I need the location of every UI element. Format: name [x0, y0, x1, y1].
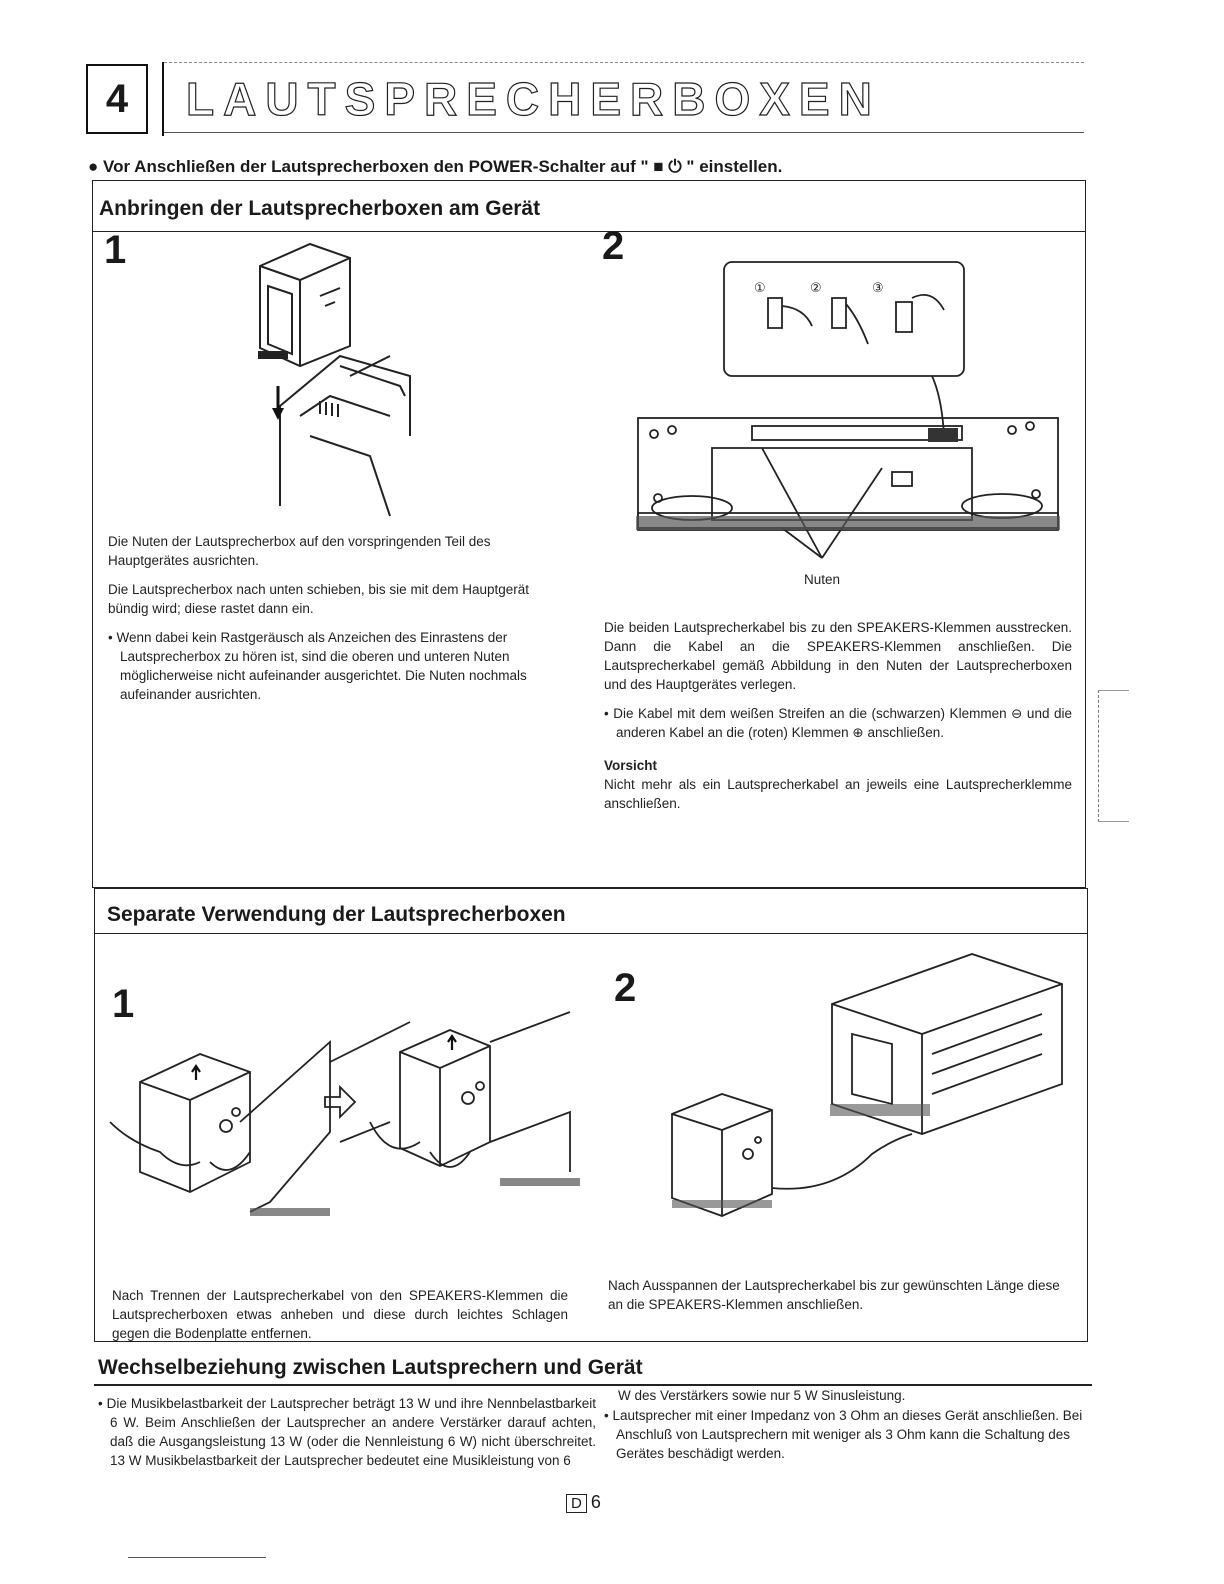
- figure-label-nuten: Nuten: [804, 572, 841, 587]
- rear-terminals-illustration: [632, 258, 1072, 578]
- step1-text: [108, 532, 540, 714]
- step-number-1-separate: 1: [112, 982, 135, 1026]
- separate-step2-text: Nach Ausspannen der Lautsprecherkabel bis zur gewünschten Länge diese an die SPEAKERS-Klemmen anschließen.: [608, 1278, 1060, 1312]
- speaker-removal-illustration: [100, 1002, 590, 1232]
- step2-paragraph: Die beiden Lautsprecherkabel bis zu den SPEAKERS-Klemmen ausstrecken. Dann die Kabel an die SPEAKERS-Klemmen anschließen. Die Lautsprecherkabel gemäß Abbildung in den Nuten der Lautsprecherboxen und des Hauptgerätes verlegen.: [604, 620, 1072, 692]
- step1-paragraph-1: Die Nuten der Lautsprecherbox auf den vorspringenden Teil des Hauptgerätes ausrichten.: [108, 534, 491, 568]
- edge-index-tab: [1098, 690, 1129, 822]
- callout-2: ②: [810, 280, 822, 295]
- relationship-right-bullet: • Lautsprecher mit einer Impedanz von 3 Ohm an dieses Gerät anschließen. Bei Anschluß von Lautsprechern mit weniger als 3 Ohm kann die Schaltung des Gerätes beschädigt werden.: [604, 1408, 1083, 1461]
- step2-text: [604, 618, 1072, 823]
- page-number: [566, 1492, 601, 1513]
- callout-1: ①: [754, 280, 766, 295]
- callout-3: ③: [872, 280, 884, 295]
- speaker-mounting-illustration: [240, 236, 440, 526]
- intro-bullet: ● Vor Anschließen der Lautsprecherboxen den POWER-Schalter auf " ■ ⏻ " einstellen.: [88, 157, 783, 176]
- chapter-number: 4: [86, 64, 148, 134]
- chapter-rule-bottom: [164, 132, 1084, 133]
- step2-bullet: • Die Kabel mit dem weißen Streifen an die (schwarzen) Klemmen ⊖ und die anderen Kabel an die (roten) Klemmen ⊕ anschließen.: [604, 706, 1072, 740]
- separate-step1-text: Nach Trennen der Lautsprecherkabel von den SPEAKERS-Klemmen die Lautsprecherboxen etwas anheben und diese durch leichtes Schlagen gegen die Bodenplatte entfernen.: [112, 1288, 568, 1341]
- section-title-separate: Separate Verwendung der Lautsprecherboxen: [107, 903, 566, 926]
- relationship-left-bullet: • Die Musikbelastbarkeit der Lautsprecher beträgt 13 W und ihre Nennbelastbarkeit 6 W. Beim Anschließen der Lautsprecher an andere Verstärker darauf achten, daß die Ausgangsleistung 13 W (oder die Nennleistung 6 W) nicht überschreitet. 13 W Musikbelastbarkeit der Lautsprecher bedeutet eine Musikleistung von 6: [98, 1396, 596, 1468]
- separated-speaker-illustration: [652, 944, 1072, 1234]
- page-number-value: 6: [590, 1492, 601, 1512]
- relationship-right-continuation: W des Verstärkers sowie nur 5 W Sinusleistung.: [618, 1388, 906, 1403]
- section-title-relationship: Wechselbeziehung zwischen Lautsprechern und Gerät: [98, 1356, 643, 1379]
- chapter-divider: [162, 62, 164, 136]
- step-number-2: 2: [602, 224, 625, 268]
- language-box: D: [566, 1494, 587, 1513]
- chapter-rule-top: [164, 62, 1084, 64]
- step-number-2-separate: 2: [614, 966, 637, 1010]
- caution-text: Nicht mehr als ein Lautsprecherkabel an jeweils eine Lautsprecherklemme anschließen.: [604, 777, 1072, 811]
- caution-title: Vorsicht: [604, 758, 658, 773]
- step1-paragraph-2: Die Lautsprecherbox nach unten schieben, bis sie mit dem Hauptgerät bündig wird; diese rastet dann ein.: [108, 582, 529, 616]
- step-number-1: 1: [104, 228, 127, 272]
- section-title-mount: Anbringen der Lautsprecherboxen am Gerät: [99, 197, 541, 220]
- step1-bullet: • Wenn dabei kein Rastgeräusch als Anzeichen des Einrastens der Lautsprecherbox zu hören ist, sind die oberen und unteren Nuten möglicherweise nicht aufeinander ausgerichtet. Die Nuten nochmals aufeinander ausrichten.: [108, 630, 527, 702]
- chapter-title: LAUTSPRECHERBOXEN: [186, 73, 881, 125]
- footer-rule: [128, 1557, 266, 1558]
